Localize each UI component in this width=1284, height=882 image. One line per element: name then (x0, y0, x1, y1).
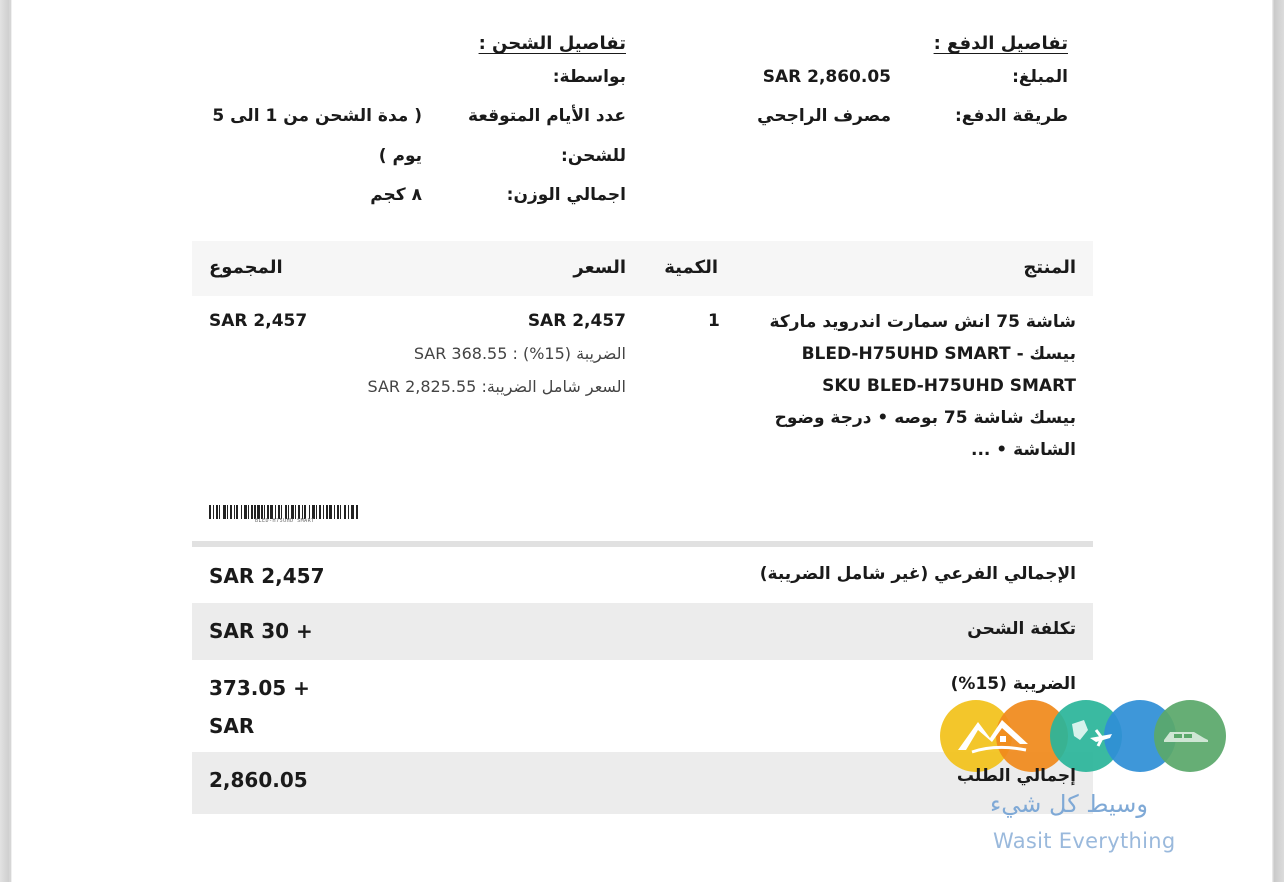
barcode-image (209, 505, 414, 519)
shipping-via-label: بواسطة: (552, 67, 626, 87)
summary-row-shipping (192, 603, 1093, 660)
shipping-details-heading: تفاصيل الشحن : (478, 33, 626, 54)
wasit-logo-watermark (938, 700, 1248, 772)
viewer-left-edge (0, 0, 9, 882)
logo-arabic-text: وسيط كل شيء (990, 790, 1148, 818)
car-icon (1160, 726, 1212, 746)
shipping-days-label-cont: للشحن: (561, 146, 626, 166)
items-table-header (192, 241, 1093, 296)
payment-method-value: مصرف الراجحي (757, 106, 891, 126)
product-line: الشاشة • ... (971, 440, 1076, 460)
payment-amount-value: SAR 2,860.05 (762, 67, 891, 87)
item-quantity: 1 (708, 311, 720, 331)
header-quantity: الكمية (664, 257, 718, 278)
tax-value: 373.05 + (209, 676, 310, 700)
item-price: SAR 2,457 (527, 311, 626, 331)
shipping-days-value: ( مدة الشحن من 1 الى 5 (212, 106, 422, 126)
payment-amount-label: المبلغ: (1012, 67, 1068, 87)
header-total: المجموع (209, 257, 283, 278)
product-line: بيسك - BLED-H75UHD SMART (801, 344, 1076, 364)
subtotal-value: SAR 2,457 (209, 564, 325, 588)
product-line: بيسك شاشة 75 بوصه • درجة وضوح (774, 408, 1076, 428)
barcode-caption: BLED-H75UHD SMART (255, 518, 315, 524)
summary-row-subtotal (192, 547, 1093, 603)
order-total-label: إجمالي الطلب (956, 766, 1076, 786)
logo-english-text: Wasit Everything (993, 829, 1176, 853)
shipping-cost-value: SAR 30 + (209, 619, 313, 643)
shipping-days-label: عدد الأيام المتوقعة (468, 106, 626, 126)
viewer-right-edge (1274, 0, 1284, 882)
shipping-weight-label: اجمالي الوزن: (506, 185, 626, 205)
header-price: السعر (573, 257, 626, 278)
product-line: شاشة 75 انش سمارت اندرويد ماركة (769, 312, 1076, 332)
house-mountain-icon (956, 714, 1036, 756)
item-tax-line: الضريبة (15%) : SAR 368.55 (413, 344, 626, 363)
payment-details-heading: تفاصيل الدفع : (933, 33, 1068, 54)
tax-value-currency: SAR (209, 714, 255, 738)
item-total: SAR 2,457 (209, 311, 308, 331)
product-description (770, 306, 1076, 466)
shipping-weight-value: ٨ كجم (370, 185, 422, 205)
order-total-value: 2,860.05 (209, 768, 308, 792)
payment-method-label: طريقة الدفع: (954, 106, 1068, 126)
item-price-incl-tax-line: السعر شامل الضريبة: SAR 2,825.55 (367, 377, 626, 396)
shipping-days-value-cont: يوم ) (378, 146, 422, 166)
shipping-cost-label: تكلفة الشحن (967, 619, 1076, 639)
product-sku: SKU BLED-H75UHD SMART (822, 376, 1076, 396)
header-product: المنتج (1023, 257, 1076, 278)
globe-plane-icon (1066, 716, 1118, 756)
subtotal-label: الإجمالي الفرعي (غير شامل الضريبة) (759, 564, 1076, 584)
tax-label: الضريبة (15%) (950, 674, 1076, 694)
